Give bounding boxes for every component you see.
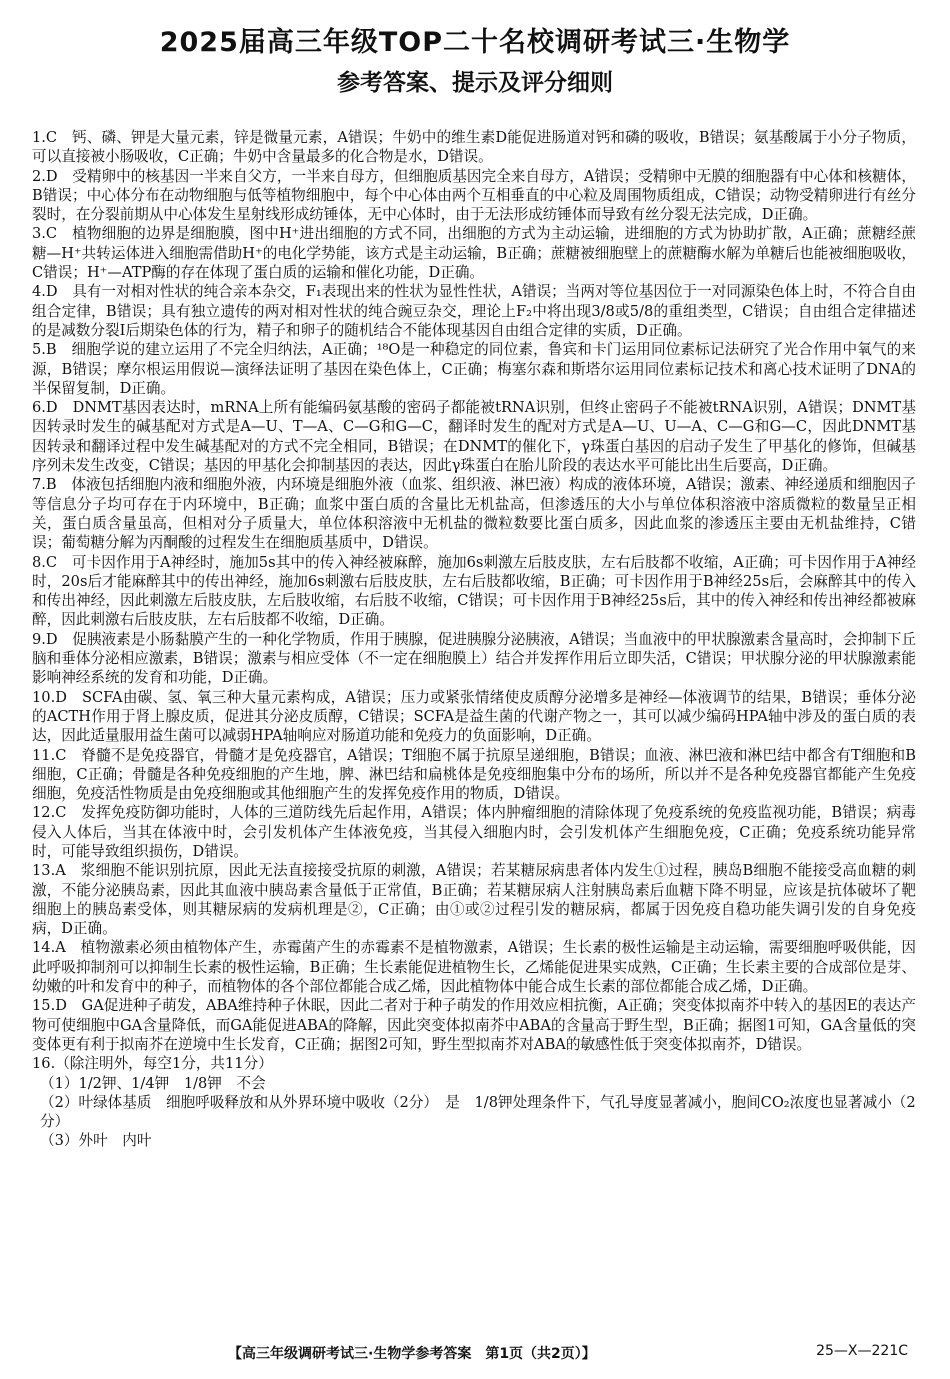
answer-number: 12.C [32, 804, 67, 822]
answer-text: SCFA由碳、氢、氧三种大量元素构成，A错误；压力或紧张情绪使皮质醇分泌增多是神经—体液调节的结果，B错误；垂体分泌的ACTH作用于肾上腺皮质，促进其分泌皮质醇，C错误；SCFA是益生菌的代谢产物之一，其可以减少编码HPA轴中涉及的蛋白质的表达，因此适量服用益生菌可以减弱HPA轴响应对肠道功能和免疫力的负面影响，D正确。 [32, 688, 916, 745]
answer-list [32, 128, 916, 1151]
answer-item [32, 996, 916, 1054]
answer-text: 脊髓不是免疫器官，骨髓才是免疫器官，A错误；T细胞不属于抗原呈递细胞，B错误；血液、淋巴液和淋巴结中都含有T细胞和B细胞，C正确；骨髓是各种免疫细胞的产生地，脾、淋巴结和扁桃体是免疫细胞集中分布的场所，所以并不是各种免疫器官都能产生免疫细胞，免疫活性物质是由免疫细胞或其他细胞产生的发挥免疫作用的物质，D错误。 [32, 746, 916, 803]
answer-item [32, 340, 916, 398]
answer-16-part-1: （1）1/2钾、1/4钾 1/8钾 不会 [40, 1074, 266, 1092]
answer-number: 13.A [32, 862, 66, 880]
answer-number: 9.D [32, 630, 58, 648]
answer-item [32, 282, 916, 340]
answer-number: 1.C [32, 129, 58, 146]
answer-16-head: 16.（除注明外，每空1分，共11分） [32, 1055, 273, 1073]
answer-item [32, 167, 916, 225]
answer-number: 4.D [32, 283, 58, 301]
answer-text: 受精卵中的核基因一半来自父方，一半来自母方，但细胞质基因完全来自母方，A错误；受精卵中无膜的细胞器有中心体和核糖体，B错误；中心体分布在动物细胞与低等植物细胞中，每个中心体由两个互相垂直的中心粒及周围物质组成，C错误；动物受精卵进行有丝分裂时，在分裂前期从中心体发生星射线形成纺锤体，无中心体时，由于无法形成纺锤体而导致有丝分裂无法完成，D正确。 [32, 167, 916, 224]
answer-item [32, 861, 916, 938]
answer-item [32, 746, 916, 804]
answer-item [32, 630, 916, 688]
answer-16-part-3: （3）外叶 内叶 [40, 1132, 152, 1150]
answer-item-16 [32, 1054, 916, 1150]
answer-item [32, 398, 916, 475]
answer-text: 促胰液素是小肠黏膜产生的一种化学物质，作用于胰腺，促进胰腺分泌胰液，A错误；当血液中的甲状腺激素含量高时，会抑制下丘脑和垂体分泌相应激素，B错误；激素与相应受体（不一定在细胞膜上）结合并发挥作用后立即失活，C错误；甲状腺分泌的甲状腺激素能影响神经系统的发育和功能，D正确。 [32, 630, 916, 687]
footer-code: 25—X—221C [816, 1343, 908, 1359]
answer-text: 发挥免疫防御功能时，人体的三道防线先后起作用，A错误；体内肿瘤细胞的清除体现了免疫系统的免疫监视功能，B错误；病毒侵入人体后，当其在体液中时，会引发机体产生体液免疫，当其侵入细胞内时，会引发机体产生细胞免疫，C正确；免疫系统功能异常时，可能导致组织损伤，D错误。 [32, 804, 916, 860]
answer-item [32, 938, 916, 996]
answer-text: 可卡因作用于A神经时，施加5s其中的传入神经被麻醉，施加6s刺激左后肢皮肤，左右后肢都不收缩，A正确；可卡因作用于A神经时，20s后才能麻醉其中的传出神经，施加6s刺激右后肢皮肤，左右后肢都收缩，B正确；可卡因作用于B神经25s后，会麻醉其中的传入和传出神经，因此刺激左后肢皮肤，左后肢收缩，右后肢不收缩，C错误；可卡因作用于B神经25s后，其中的传入神经和传出神经都被麻醉，因此刺激右后肢皮肤，左右后肢都不收缩，D正确。 [32, 553, 916, 629]
answer-text: 细胞学说的建立运用了不完全归纳法，A正确；¹⁸O是一种稳定的同位素，鲁宾和卡门运用同位素标记法研究了光合作用中氧气的来源，B错误；摩尔根运用假说—演绎法证明了基因在染色体上，C正确；梅塞尔森和斯塔尔运用同位素标记技术和离心技术证明了DNA的半保留复制，D正确。 [32, 341, 916, 397]
answer-number: 2.D [32, 167, 58, 185]
answer-number: 8.C [32, 553, 58, 571]
answer-number: 5.B [32, 341, 57, 359]
answer-number: 10.D [32, 688, 67, 706]
answer-item [32, 553, 916, 630]
answer-number: 6.D [32, 399, 58, 417]
answer-text: DNMT基因表达时，mRNA上所有能编码氨基酸的密码子都能被tRNA识别，但终止密码子不能被tRNA识别，A错误；DNMT基因转录时发生的碱基配对方式是A—U、T—A、C—G和G—C，翻译时发生的配对方式是A—U、U—A、C—G和G—C，因此DNMT基因转录和翻译过程中发生碱基配对的方式不完全相同，B错误；在DNMT的催化下，γ珠蛋白基因的启动子发生了甲基化的修饰，但碱基序列未发生改变，C错误；基因的甲基化会抑制基因的表达，因此γ珠蛋白在胎儿阶段的表达水平可能比出生后要高，D正确。 [32, 399, 916, 475]
footer-label: 【高三年级调研考试三·生物学参考答案 第1页（共2页）】 [228, 1346, 596, 1362]
answer-16-part-2: （2）叶绿体基质 细胞呼吸释放和从外界环境中吸收（2分） 是 1/8钾处理条件下，气孔导度显著减小，胞间CO₂浓度也显著减小（2分） [40, 1093, 916, 1131]
answer-item [32, 803, 916, 861]
answer-item [32, 128, 916, 167]
answer-text: 体液包括细胞内液和细胞外液，内环境是细胞外液（血浆、组织液、淋巴液）构成的液体环境，A错误；激素、神经递质和细胞因子等信息分子均可存在于内环境中，B正确；血浆中蛋白质的含量比无机盐高，但渗透压的大小与单位体积溶液中溶质微粒的数量呈正相关，蛋白质含量虽高，但相对分子质量大，单位体积溶液中无机盐的微粒数要比蛋白质多，因此血浆的渗透压主要由无机盐维持，C错误；葡萄糖分解为丙酮酸的过程发生在细胞质基质中，D错误。 [32, 476, 916, 552]
answer-number: 3.C [32, 225, 58, 243]
answer-item [32, 224, 916, 282]
answer-number: 7.B [32, 476, 57, 494]
answer-text: 植物激素必须由植物体产生，赤霉菌产生的赤霉素不是植物激素，A错误；生长素的极性运输是主动运输，需要细胞呼吸供能，因此呼吸抑制剂可以抑制生长素的极性运输，B正确；生长素能促进植物生长，乙烯能促进果实成熟，C正确；生长素主要的合成部位是芽、幼嫩的叶和发育中的种子，而植物体的各个部位都能合成乙烯，因此植物体中能合成生长素的部位都能合成乙烯，D正确。 [32, 939, 916, 996]
answer-item [32, 688, 916, 746]
answer-number: 14.A [32, 939, 66, 957]
answer-text: 浆细胞不能识别抗原，因此无法直接接受抗原的刺激，A错误；若某糖尿病患者体内发生①过程，胰岛B细胞不能接受高血糖的刺激，不能分泌胰岛素，因此其血液中胰岛素含量低于正常值，B正确；若某糖尿病人注射胰岛素后血糖下降不明显，应该是抗体破坏了靶细胞上的胰岛素受体，则其糖尿病的发病机理是②，C正确；由①或②过程引发的糖尿病，都属于因免疫自稳功能失调引发的自身免疫病，D正确。 [32, 862, 916, 938]
page-title: 2025届高三年级TOP二十名校调研考试三·生物学 [159, 27, 791, 58]
page-footer [0, 1343, 950, 1367]
answer-number: 11.C [32, 746, 67, 764]
answer-text: 具有一对相对性状的纯合亲本杂交，F₁表现出来的性状为显性性状，A错误；当两对等位基因位于一对同源染色体上时，不符合自由组合定律，B错误；具有独立遗传的两对相对性状的纯合豌豆杂交，理论上F₂中将出现3/8或5/8的重组类型，C错误；自由组合定律描述的是减数分裂Ⅰ后期染色体的行为，精子和卵子的随机结合不能体现基因自由组合定律的实质，D正确。 [32, 283, 917, 339]
answer-text: 钙、磷、钾是大量元素，锌是微量元素，A错误；牛奶中的维生素D能促进肠道对钙和磷的吸收，B错误；氨基酸属于小分子物质，可以直接被小肠吸收，C正确；牛奶中含量最多的化合物是水，D错误。 [32, 129, 916, 166]
answer-item [32, 475, 916, 552]
page-subtitle: 参考答案、提示及评分细则 [337, 70, 613, 96]
answer-number: 15.D [32, 997, 67, 1015]
answer-text: GA促进种子萌发，ABA维持种子休眠，因此二者对于种子萌发的作用效应相抗衡，A正确；突变体拟南芥中转入的基因E的表达产物可使细胞中GA含量降低，而GA能促进ABA的降解，因此突变体拟南芥中ABA的含量高于野生型，B正确；据图1可知，GA含量低的突变体更有利于拟南芥在逆境中生长发育，C正确；据图2可知，野生型拟南芥对ABA的敏感性低于突变体拟南芥，D错误。 [32, 997, 916, 1053]
answer-text: 植物细胞的边界是细胞膜，图中H⁺进出细胞的方式不同，出细胞的方式为主动运输，进细胞的方式为协助扩散，A正确；蔗糖经蔗糖—H⁺共转运体进入细胞需借助H⁺的电化学势能，该方式是主动运输，B正确；蔗糖被细胞壁上的蔗糖酶水解为单糖后也能被细胞吸收，C错误；H⁺—ATP酶的存在体现了蛋白质的运输和催化功能，D正确。 [32, 225, 916, 282]
